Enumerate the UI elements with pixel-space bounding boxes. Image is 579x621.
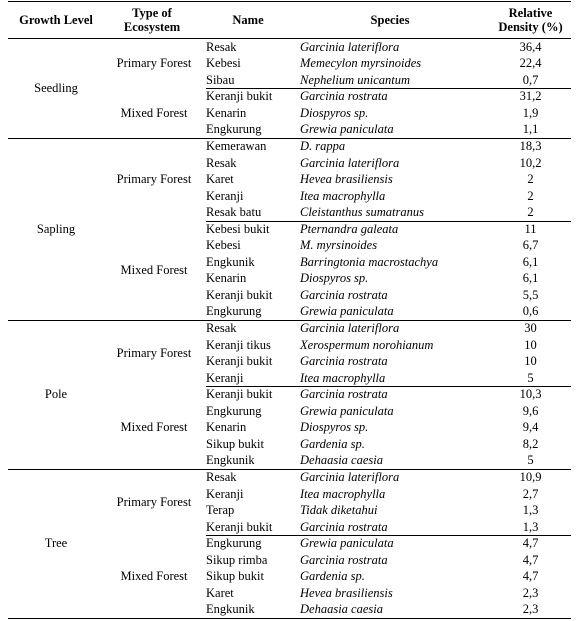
row-name: Keranji <box>206 188 244 203</box>
growth-level-label: Tree <box>44 536 68 551</box>
row-name: Keranji bukit <box>206 354 273 368</box>
row-name: Engkurung <box>206 403 262 418</box>
row-species: Garcinia rostrata <box>300 387 388 401</box>
row-species: Diospyros sp. <box>300 420 369 434</box>
row-species: Gardenia sp. <box>300 569 365 583</box>
row-name: Kenarin <box>206 420 247 434</box>
row-species: Hevea brasiliensis <box>300 172 393 186</box>
row-species: Dehaasia caesia <box>300 602 383 616</box>
row-name: Keranji bukit <box>206 89 273 103</box>
row-species: Itea macrophylla <box>300 188 386 203</box>
row-name: Keranji bukit <box>206 387 273 401</box>
row-name: Resak <box>206 321 237 335</box>
group-divider <box>8 138 571 139</box>
ecosystem-label: Mixed Forest <box>120 105 188 120</box>
row-name: Kenarin <box>206 105 247 120</box>
row-name: Sikup rimba <box>206 552 268 567</box>
ecosystem-label: Primary Forest <box>116 346 192 360</box>
row-density: 11 <box>524 221 537 236</box>
row-species: Diospyros sp. <box>300 271 369 285</box>
header-bottom-rule <box>8 38 571 39</box>
row-density: 2,3 <box>522 585 539 600</box>
row-density: 36,4 <box>519 39 542 54</box>
row-species: Garcinia lateriflora <box>300 39 400 54</box>
ecosystem-label: Primary Forest <box>116 172 192 187</box>
row-name: Kebesi bukit <box>206 221 270 236</box>
row-name: Keranji bukit <box>206 519 273 534</box>
header-ecosystem-type: Type of Ecosystem <box>123 6 181 34</box>
row-density: 10,9 <box>519 470 542 484</box>
row-density: 2,7 <box>522 486 539 501</box>
row-species: Garcinia rostrata <box>300 552 388 567</box>
row-density: 2 <box>527 188 534 203</box>
row-species: Garcinia rostrata <box>300 287 388 302</box>
row-species: Itea macrophylla <box>300 486 386 501</box>
row-name: Karet <box>206 585 234 600</box>
row-species: M. myrsinoides <box>300 238 378 252</box>
header-relative-density: Relative Density (%) <box>498 6 563 34</box>
ecosystem-label: Primary Forest <box>116 495 192 509</box>
row-species: Dehaasia caesia <box>300 453 383 467</box>
row-species: Garcinia rostrata <box>300 89 388 103</box>
row-name: Resak <box>206 470 237 484</box>
row-species: Memecylon myrsinoides <box>300 56 422 70</box>
row-name: Engkunik <box>206 602 255 616</box>
row-density: 22,4 <box>519 56 542 70</box>
row-name: Karet <box>206 172 234 186</box>
row-density: 0,7 <box>522 72 539 87</box>
row-density: 1,9 <box>522 105 539 120</box>
header-species: Species <box>370 13 410 27</box>
row-name: Keranji <box>206 370 244 385</box>
row-name: Engkunik <box>206 254 255 269</box>
ecosystem-label: Mixed Forest <box>120 420 188 435</box>
row-density: 1,3 <box>522 519 539 534</box>
row-species: Tidak diketahui <box>300 503 378 517</box>
ecosystem-label: Mixed Forest <box>120 263 188 277</box>
row-name: Engkurung <box>206 536 262 550</box>
row-density: 1,1 <box>522 122 539 136</box>
row-name: Resak <box>206 155 237 170</box>
row-species: Grewia paniculata <box>300 304 394 318</box>
row-name: Keranji bukit <box>206 287 273 302</box>
row-name: Sikup bukit <box>206 569 264 583</box>
row-name: Keranji tikus <box>206 337 271 352</box>
row-density: 5 <box>527 370 534 385</box>
row-species: Garcinia lateriflora <box>300 470 400 484</box>
growth-level-label: Seedling <box>34 81 78 95</box>
row-density: 4,7 <box>522 569 539 583</box>
row-density: 2,3 <box>522 602 539 616</box>
row-name: Kenarin <box>206 271 247 285</box>
row-species: Garcinia lateriflora <box>300 321 400 335</box>
row-species: Garcinia rostrata <box>300 519 388 534</box>
row-density: 18,3 <box>519 139 542 153</box>
row-density: 30 <box>524 321 537 335</box>
row-density: 6,1 <box>522 271 539 285</box>
growth-level-label: Sapling <box>36 221 76 236</box>
row-name: Kebesi <box>206 238 241 252</box>
ecosystem-label: Mixed Forest <box>120 569 188 584</box>
group-divider <box>8 469 571 470</box>
row-density: 10,3 <box>519 387 542 401</box>
row-species: Barringtonia macrostachya <box>300 254 439 269</box>
row-species: Garcinia lateriflora <box>300 155 400 170</box>
row-species: Xerospermum norohianum <box>300 337 434 352</box>
row-species: Hevea brasiliensis <box>300 585 393 600</box>
table-bottom-rule <box>8 618 571 619</box>
row-species: Grewia paniculata <box>300 403 394 418</box>
row-density: 9,6 <box>522 403 539 418</box>
row-density: 10 <box>524 354 537 368</box>
row-density: 6,7 <box>522 238 539 252</box>
row-density: 1,3 <box>522 503 539 517</box>
row-species: Itea macrophylla <box>300 370 386 385</box>
header-growth-level: Growth Level <box>19 13 93 27</box>
row-species: Diospyros sp. <box>300 105 369 120</box>
row-species: Cleistanthus sumatranus <box>300 205 424 219</box>
row-density: 10,2 <box>519 155 542 170</box>
row-density: 5,5 <box>522 287 539 302</box>
row-name: Terap <box>206 503 235 517</box>
row-name: Kemerawan <box>206 139 267 153</box>
row-species: Grewia paniculata <box>300 122 394 136</box>
row-species: Nephelium unicantum <box>300 72 411 87</box>
row-density: 2 <box>527 172 534 186</box>
row-name: Engkurung <box>206 122 262 136</box>
row-species: Gardenia sp. <box>300 436 365 451</box>
row-density: 5 <box>527 453 534 467</box>
row-name: Resak <box>206 39 237 54</box>
row-density: 8,2 <box>522 436 539 451</box>
row-species: Grewia paniculata <box>300 536 394 550</box>
row-species: Pternandra galeata <box>300 221 399 236</box>
row-name: Sibau <box>206 72 235 87</box>
row-density: 10 <box>524 337 537 352</box>
row-name: Kebesi <box>206 56 241 70</box>
group-divider <box>8 320 571 321</box>
row-name: Engkurung <box>206 304 262 318</box>
row-name: Resak batu <box>206 205 262 219</box>
row-species: D. rappa <box>300 139 346 153</box>
row-species: Garcinia rostrata <box>300 354 388 368</box>
row-density: 4,7 <box>522 552 539 567</box>
row-density: 2 <box>527 205 534 219</box>
row-density: 31,2 <box>519 89 542 103</box>
header-name: Name <box>232 13 264 27</box>
row-density: 4,7 <box>522 536 539 550</box>
row-density: 6,1 <box>522 254 539 269</box>
row-density: 0,6 <box>522 304 539 318</box>
growth-level-label: Pole <box>44 387 68 402</box>
row-name: Sikup bukit <box>206 436 264 451</box>
row-name: Engkunik <box>206 453 255 467</box>
row-density: 9,4 <box>522 420 539 434</box>
ecosystem-label: Primary Forest <box>116 56 192 71</box>
row-name: Keranji <box>206 486 244 501</box>
